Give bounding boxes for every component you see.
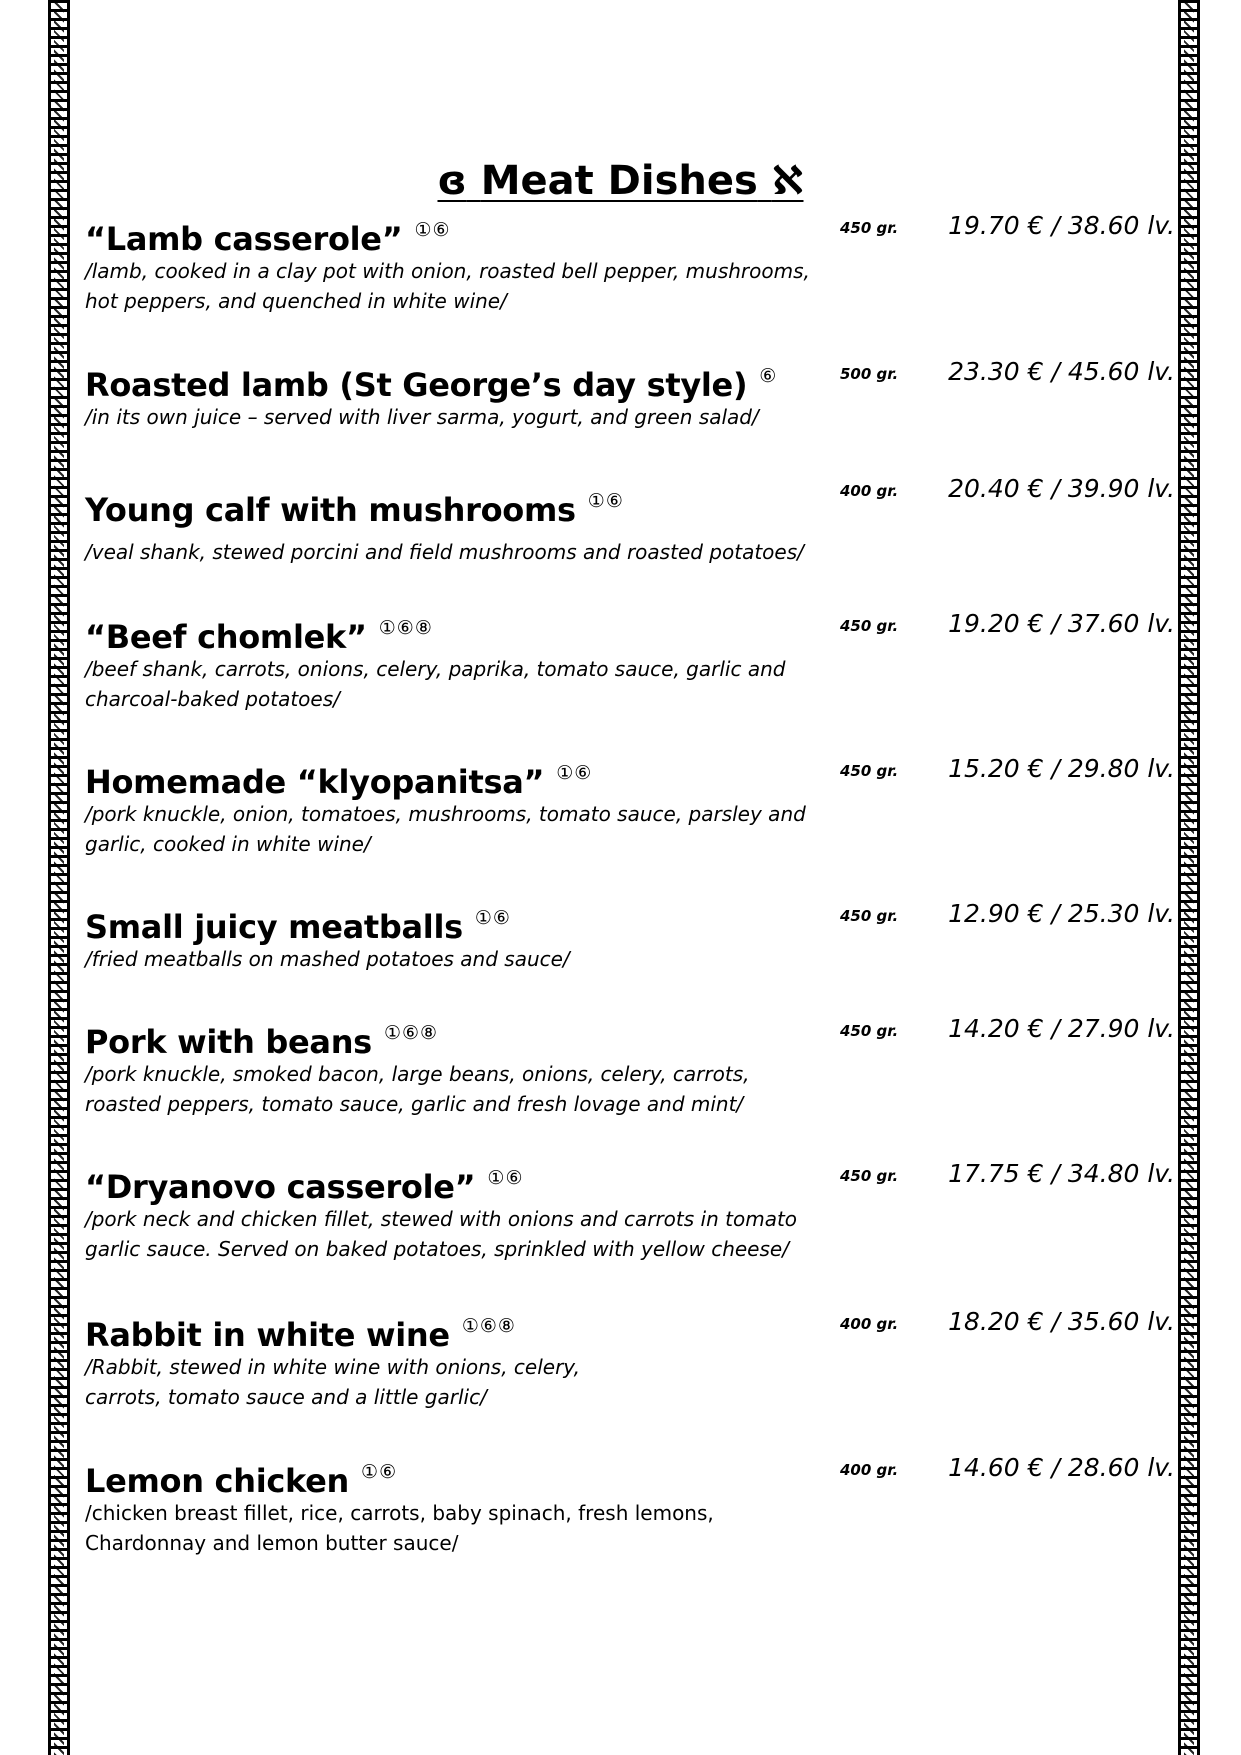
item-price: 19.70 € / 38.60 lv.: [948, 211, 1175, 240]
item-description: /beef shank, carrots, onions, celery, paprika, tomato sauce, garlic and charcoal-baked potatoes/: [85, 657, 786, 711]
allergen-markers: ①⑥⑧: [378, 617, 433, 639]
item-description: /lamb, cooked in a clay pot with onion, roasted bell pepper, mushrooms, hot peppers, and quenched in white wine/: [85, 259, 810, 313]
item-description: /pork neck and chicken fillet, stewed with onions and carrots in tomato garlic sauce. Served on baked potatoes, sprinkled with yellow cheese/: [85, 1207, 798, 1261]
item-weight: 400 gr.: [840, 1315, 899, 1333]
item-name: Young calf with mushrooms: [85, 491, 576, 529]
item-weight: 450 gr.: [840, 219, 899, 237]
allergen-markers: ①⑥: [361, 1461, 398, 1483]
item-name: Pork with beans: [85, 1023, 372, 1061]
item-description: /veal shank, stewed porcini and field mushrooms and roasted potatoes/: [85, 540, 804, 564]
item-description: /chicken breast fillet, rice, carrots, baby spinach, fresh lemons, Chardonnay and lemon butter sauce/: [85, 1501, 714, 1555]
allergen-markers: ①⑥: [414, 219, 451, 241]
item-price: 12.90 € / 25.30 lv.: [948, 899, 1175, 928]
allergen-markers: ①⑥: [487, 1167, 524, 1189]
item-description: /pork knuckle, smoked bacon, large beans, onions, celery, carrots, roasted peppers, tomato sauce, garlic and fresh lovage and mint/: [85, 1062, 750, 1116]
title-text: Meat Dishes: [480, 158, 758, 204]
item-name: “Dryanovo casserole”: [85, 1168, 476, 1206]
item-price: 18.20 € / 35.60 lv.: [948, 1307, 1175, 1336]
item-name: Small juicy meatballs: [85, 908, 463, 946]
allergen-markers: ①⑥⑧: [461, 1315, 516, 1337]
item-weight: 450 gr.: [840, 1167, 899, 1185]
left-ornament: ɞ: [437, 158, 467, 204]
allergen-markers: ①⑥⑧: [383, 1022, 439, 1044]
allergen-markers: ①⑥: [587, 490, 624, 512]
item-weight: 500 gr.: [840, 365, 899, 383]
right-ornament: ℵ: [771, 158, 804, 204]
item-weight: 450 gr.: [840, 1022, 899, 1040]
item-description: /fried meatballs on mashed potatoes and sauce/: [85, 947, 570, 971]
item-price: 20.40 € / 39.90 lv.: [948, 474, 1175, 503]
item-name: “Lamb casserole”: [85, 220, 403, 258]
item-price: 14.20 € / 27.90 lv.: [948, 1014, 1175, 1043]
allergen-markers: ①⑥: [474, 907, 511, 929]
item-price: 14.60 € / 28.60 lv.: [948, 1453, 1175, 1482]
page-title: [0, 156, 1241, 206]
item-price: 23.30 € / 45.60 lv.: [948, 357, 1175, 386]
item-price: 15.20 € / 29.80 lv.: [948, 754, 1175, 783]
item-description: /in its own juice – served with liver sarma, yogurt, and green salad/: [85, 405, 759, 429]
item-weight: 400 gr.: [840, 1461, 899, 1479]
item-weight: 450 gr.: [840, 907, 899, 925]
item-name: “Beef chomlek”: [85, 618, 367, 656]
item-weight: 450 gr.: [840, 762, 899, 780]
item-name: Homemade “klyopanitsa”: [85, 763, 545, 801]
right-decorative-border: [1178, 0, 1200, 1755]
item-price: 17.75 € / 34.80 lv.: [948, 1159, 1175, 1188]
item-description: /Rabbit, stewed in white wine with onions, celery, carrots, tomato sauce and a little garlic/: [85, 1355, 580, 1409]
item-weight: 400 gr.: [840, 482, 899, 500]
item-name: Roasted lamb (St George’s day style): [85, 366, 748, 404]
item-description: /pork knuckle, onion, tomatoes, mushrooms, tomato sauce, parsley and garlic, cooked in white wine/: [85, 802, 806, 856]
item-name: Lemon chicken: [85, 1462, 350, 1500]
item-price: 19.20 € / 37.60 lv.: [948, 609, 1175, 638]
item-name: Rabbit in white wine: [85, 1316, 450, 1354]
allergen-markers: ①⑥: [556, 762, 593, 784]
allergen-markers: ⑥: [759, 365, 778, 387]
left-decorative-border: [48, 0, 70, 1755]
item-weight: 450 gr.: [840, 617, 899, 635]
